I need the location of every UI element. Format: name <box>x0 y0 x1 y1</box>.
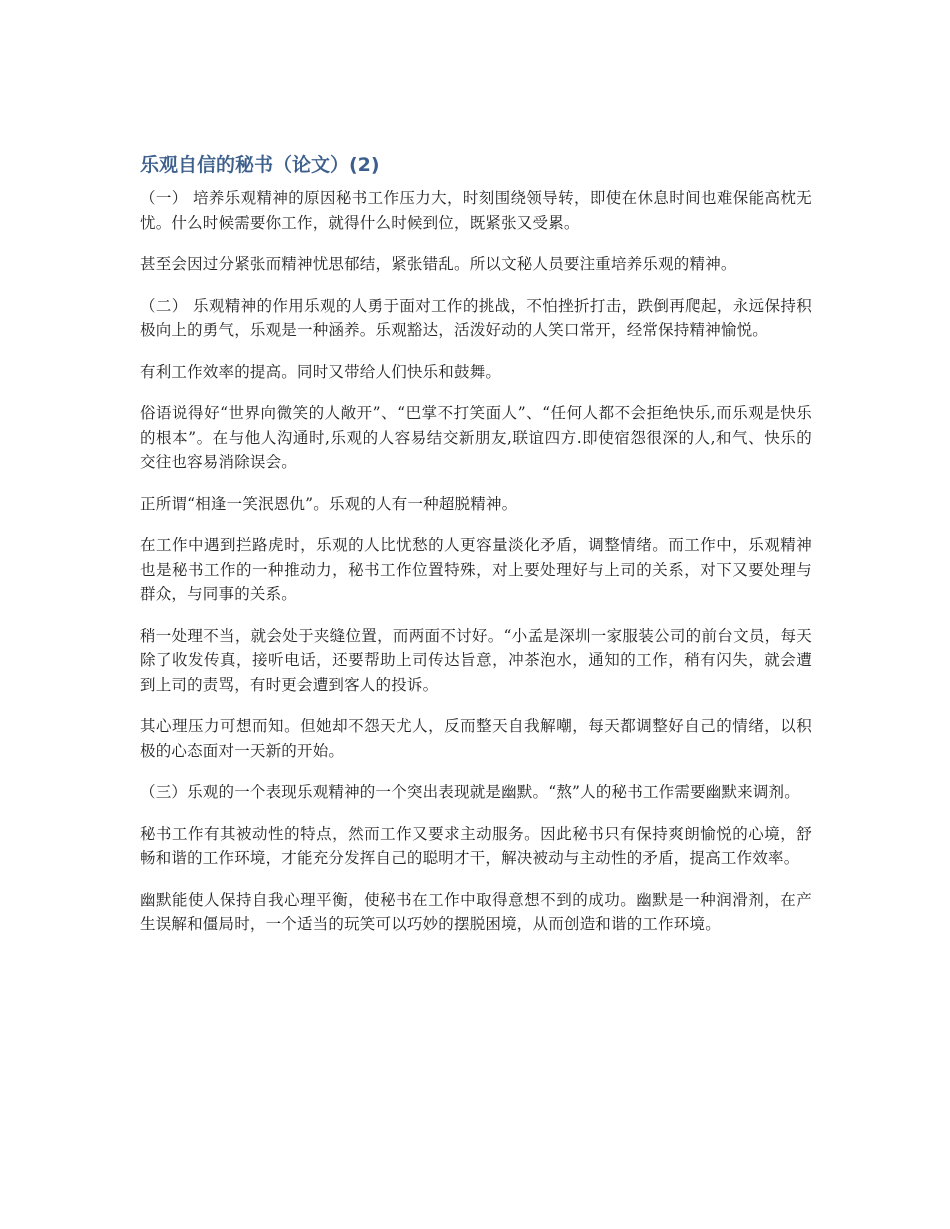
paragraph: （一） 培养乐观精神的原因秘书工作压力大，时刻围绕领导转，即使在休息时间也难保能高枕无忧。什么时候需要你工作，就得什么时候到位，既紧张又受累。 <box>140 189 812 232</box>
paragraph: （三）乐观的一个表现乐观精神的一个突出表现就是幽默。“熬”人的秘书工作需要幽默来调剂。 <box>140 783 800 801</box>
paragraph: （二） 乐观精神的作用乐观的人勇于面对工作的挑战，不怕挫折打击，跌倒再爬起，永远保持积极向上的勇气，乐观是一种涵养。乐观豁达，活泼好动的人笑口常开，经常保持精神愉悦。 <box>140 296 812 339</box>
document-title: 乐观自信的秘书（论文）(2) <box>140 154 380 176</box>
paragraph: 稍一处理不当，就会处于夹缝位置，而两面不讨好。“小孟是深圳一家服装公司的前台文员，每天除了收发传真，接听电话，还要帮助上司传达旨意，冲茶泡水，通知的工作，稍有闪失，就会遭到上司的责骂，有时更会遭到客人的投诉。 <box>140 626 812 694</box>
paragraph: 秘书工作有其被动性的特点，然而工作又要求主动服务。因此秘书只有保持爽朗愉悦的心境，舒畅和谐的工作环境，才能充分发挥自己的聪明才干，解决被动与主动性的矛盾，提高工作效率。 <box>140 824 812 867</box>
paragraph: 其心理压力可想而知。但她却不怨天尤人，反而整天自我解嘲，每天都调整好自己的情绪，以积极的心态面对一天新的开始。 <box>140 717 812 760</box>
paragraph: 俗语说得好“世界向微笑的人敞开”、“巴掌不打笑面人”、“任何人都不会拒绝快乐,而乐观是快乐的根本”。在与他人沟通时,乐观的人容易结交新朋友,联谊四方.即使宿怨很深的人,和气、快乐的交往也容易消除误会。 <box>140 404 812 471</box>
paragraph: 在工作中遇到拦路虎时，乐观的人比忧愁的人更容量淡化矛盾，调整情绪。而工作中，乐观精神也是秘书工作的一种推动力，秘书工作位置特殊，对上要处理好与上司的关系，对下又要处理与群众，与同事的关系。 <box>140 536 812 603</box>
paragraph: 幽默能使人保持自我心理平衡，使秘书在工作中取得意想不到的成功。幽默是一种润滑剂，在产生误解和僵局时，一个适当的玩笑可以巧妙的摆脱困境，从而创造和谐的工作环境。 <box>140 890 812 933</box>
paragraph: 有利工作效率的提高。同时又带给人们快乐和鼓舞。 <box>140 362 502 381</box>
paragraph: 甚至会因过分紧张而精神忧思郁结，紧张错乱。所以文秘人员要注重培养乐观的精神。 <box>140 255 737 273</box>
paragraph: 正所谓“相逢一笑泯恩仇”。乐观的人有一种超脱精神。 <box>140 494 518 513</box>
document-body <box>140 150 812 954</box>
